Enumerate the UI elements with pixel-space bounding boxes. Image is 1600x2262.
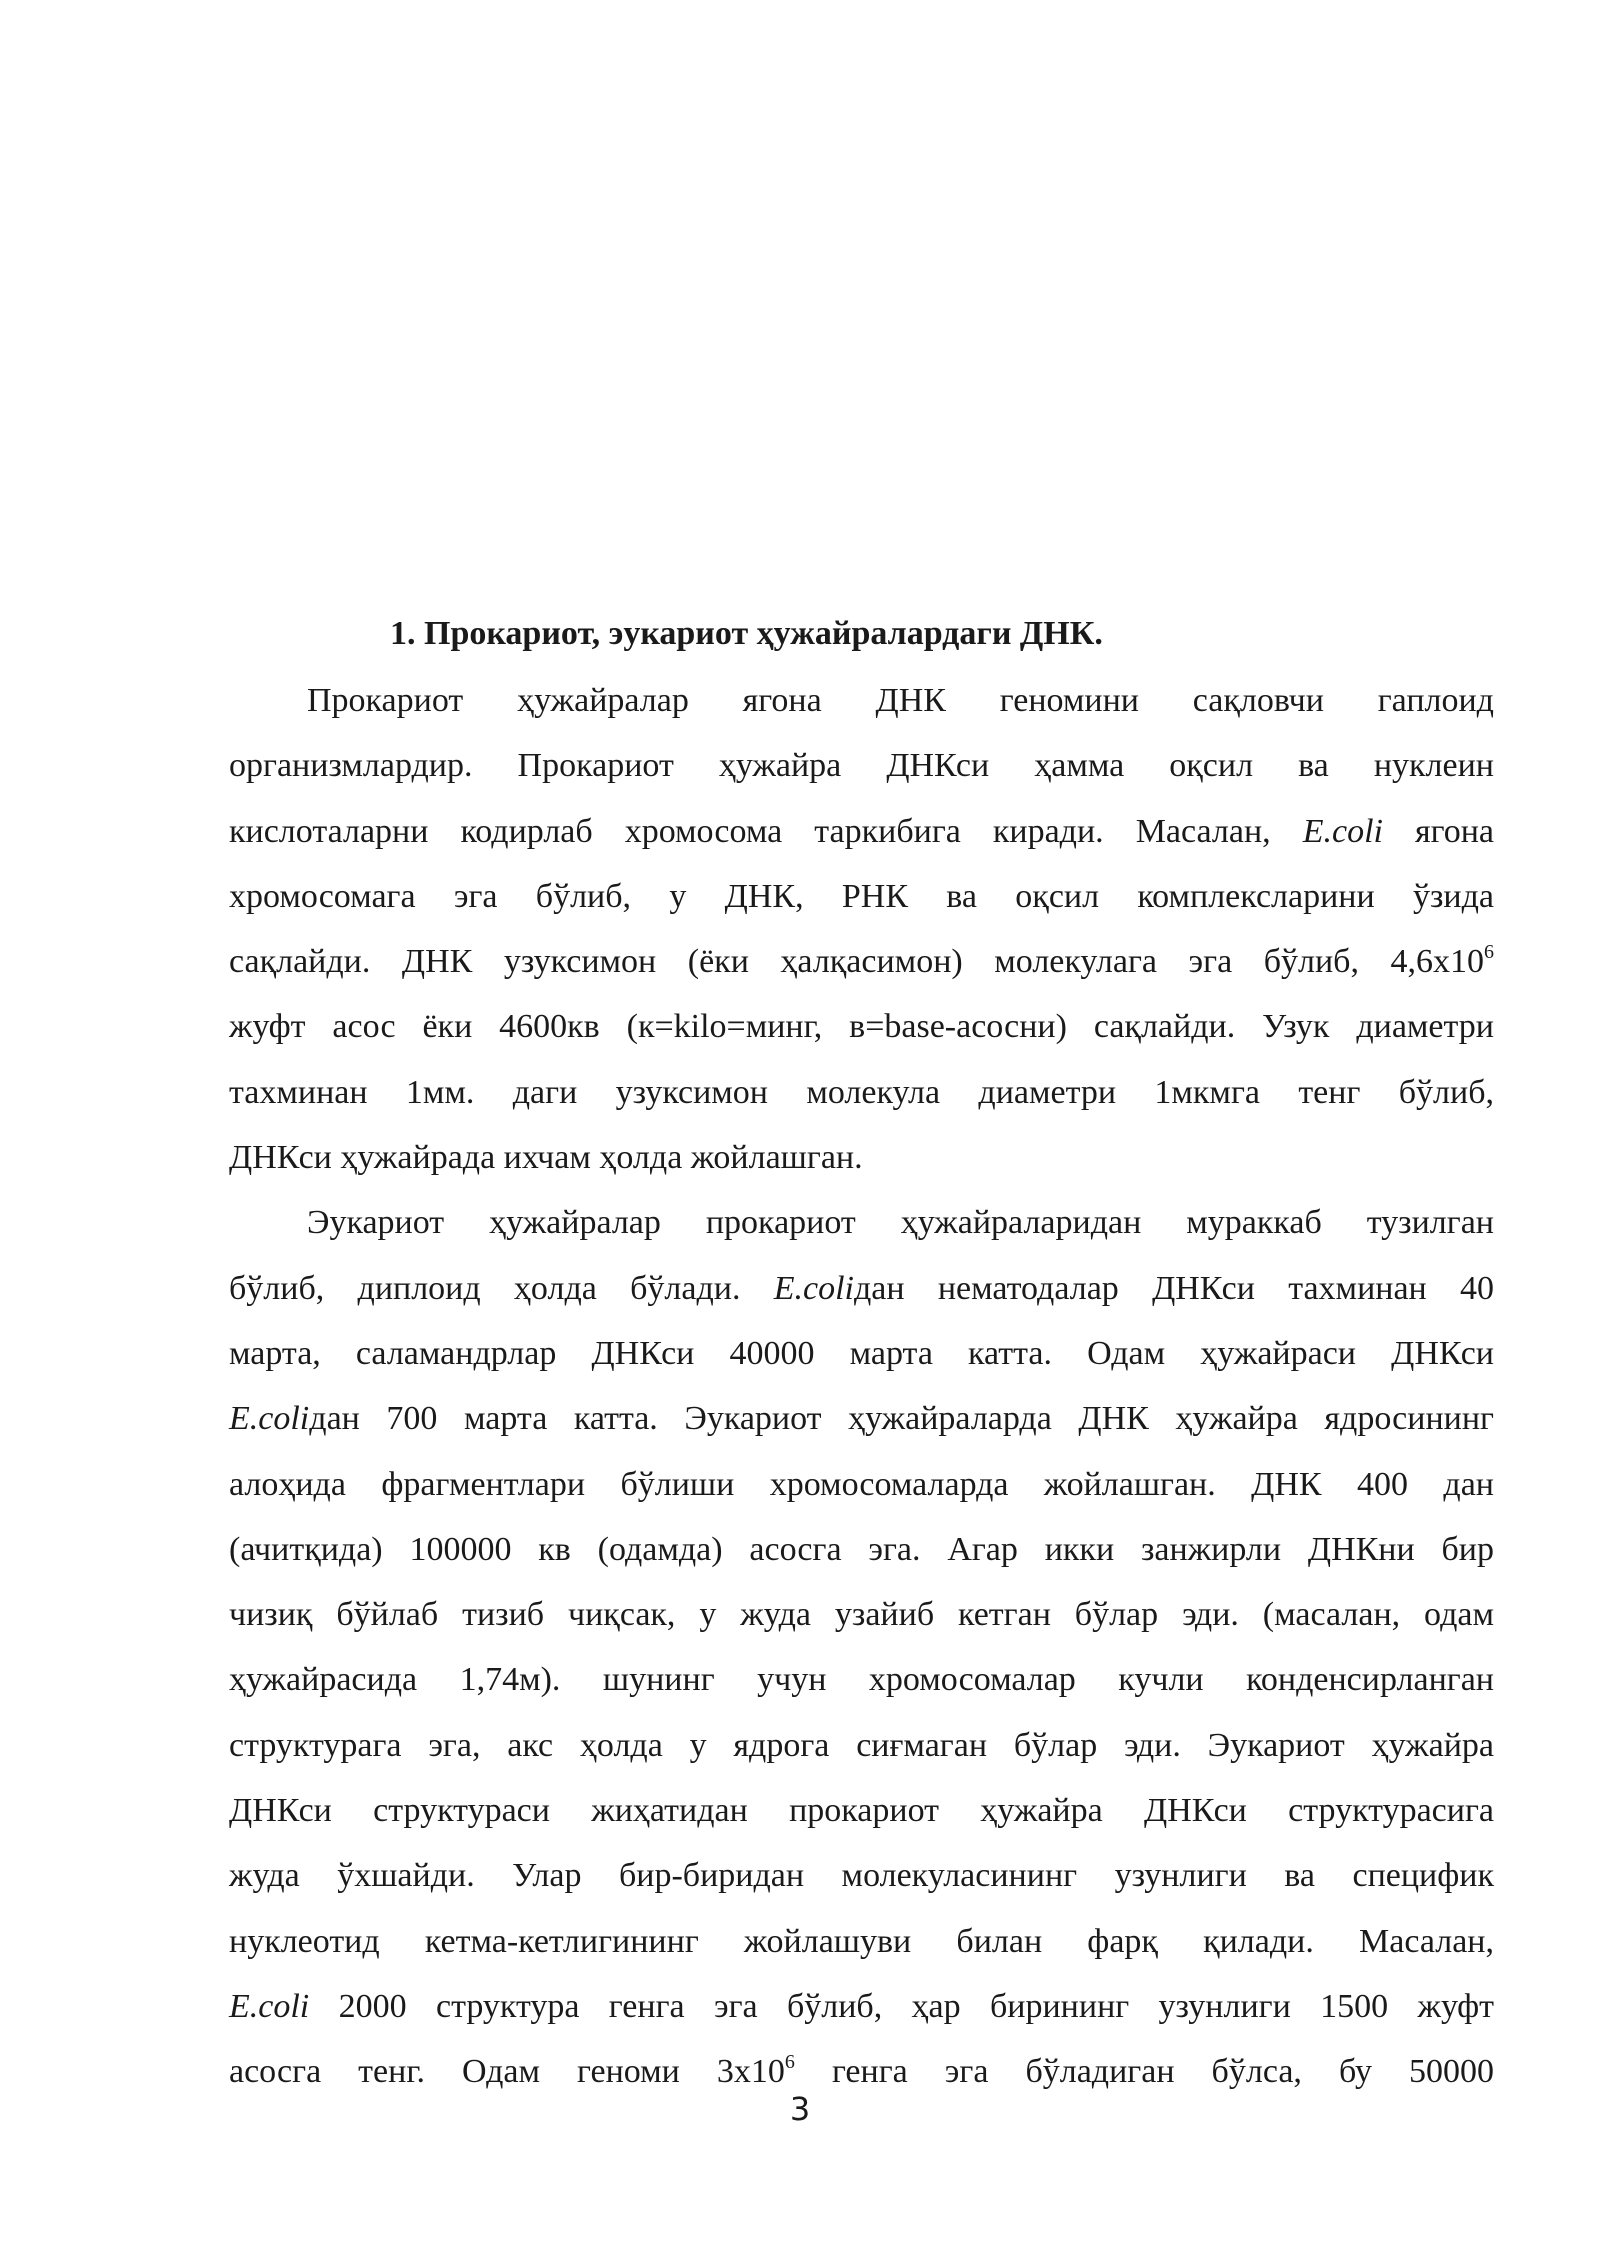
body-text — [229, 668, 1494, 2105]
paragraph-2-line — [229, 1256, 1494, 1321]
paragraph-1-line — [229, 994, 1494, 1059]
text-segment: ДНКси структураси жиҳатидан прокариот ҳужайра ДНКси структурасига — [229, 1792, 1494, 1830]
text-segment: нуклеотид кетма-кетлигининг жойлашуви билан фарқ қилади. Масалан, — [229, 1922, 1494, 1960]
species-name-italic: E.coli — [229, 1987, 310, 2025]
paragraph-1-line — [229, 668, 1494, 733]
text-segment: сақлайди. ДНК узуксимон (ёки ҳалқасимон) молекулага эга бўлиб, 4,6х10 — [229, 943, 1484, 981]
text-segment: ягона — [1415, 812, 1495, 850]
text-segment: тахминан 1мм. даги узуксимон молекула диаметри 1мкмга тенг бўлиб, — [229, 1073, 1494, 1111]
text-segment: хромосомага эга бўлиб, у ДНК, РНК ва оқсил комплексларини ўзида — [229, 877, 1494, 915]
text-segment: чизиқ бўйлаб тизиб чиқсак, у жуда узайиб кетган бўлар эди. (масалан, одам — [229, 1596, 1494, 1634]
species-name-italic: E.coli — [229, 1400, 310, 1438]
paragraph-2-line — [229, 1974, 1494, 2039]
text-segment: (ачитқида) 100000 кв (одамда) асосга эга. Агар икки занжирли ДНКни бир — [229, 1530, 1494, 1568]
text-segment: структурага эга, акс ҳолда у ядрога сиғмаган бўлар эди. Эукариот ҳужайра — [229, 1726, 1494, 1764]
paragraph-2-line — [229, 1582, 1494, 1647]
text-segment: 2000 структура генга эга бўлиб, ҳар бирининг узунлиги 1500 жуфт — [338, 1987, 1495, 2025]
text-segment: организмлардир. Прокариот ҳужайра ДНКси ҳамма оқсил ва нуклеин — [229, 747, 1494, 785]
paragraph-2-line — [229, 1386, 1494, 1451]
text-segment: кислоталарни кодирлаб хромосома таркибига киради. Масалан, — [229, 812, 1271, 850]
paragraph-2-line — [229, 1452, 1494, 1517]
text-segment: жуда ўхшайди. Улар бир-биридан молекуласининг узунлиги ва специфик — [229, 1857, 1494, 1895]
species-name-italic: E.coli — [773, 1269, 854, 1307]
paragraph-2-line — [229, 1843, 1494, 1908]
paragraph-2-line — [229, 1713, 1494, 1778]
paragraph-2-line — [229, 1190, 1494, 1255]
text-segment: алоҳида фрагментлари бўлиши хромосомаларда жойлашган. ДНК 400 дан — [229, 1465, 1494, 1503]
paragraph-2-line — [229, 1517, 1494, 1582]
paragraph-1-line — [229, 733, 1494, 798]
paragraph-1-line — [229, 929, 1494, 994]
exponent: 6 — [784, 2051, 795, 2074]
paragraph-1-line — [229, 1125, 1494, 1190]
text-segment: асосга тенг. Одам геноми 3х10 — [229, 2053, 785, 2091]
paragraph-1-line — [229, 799, 1494, 864]
paragraph-2-line — [229, 1909, 1494, 1974]
section-heading: 1. Прокариот, эукариот ҳужайралардаги ДНК. — [390, 615, 1103, 652]
paragraph-2-line — [229, 1647, 1494, 1712]
paragraph-1-line — [229, 1060, 1494, 1125]
text-segment: Прокариот ҳужайралар ягона ДНК геномини сақловчи гаплоид — [307, 682, 1494, 719]
paragraph-2-line — [229, 1321, 1494, 1386]
page-number: 3 — [789, 2090, 811, 2128]
text-segment: жуфт асос ёки 4600кв (к=kilo=минг, в=base-асосни) сақлайди. Узук диаметри — [229, 1008, 1494, 1046]
text-segment: марта, саламандрлар ДНКси 40000 марта катта. Одам ҳужайраси ДНКси — [229, 1334, 1494, 1372]
species-name-italic: E.coli — [1302, 812, 1383, 850]
paragraph-2-line — [229, 1778, 1494, 1843]
text-segment: Эукариот ҳужайралар прокариот ҳужайраларидан мураккаб тузилган — [307, 1204, 1494, 1242]
text-segment: бўлиб, диплоид ҳолда бўлади. — [229, 1269, 741, 1307]
text-segment: ДНКси ҳужайрада ихчам ҳолда жойлашган. — [229, 1139, 863, 1177]
text-segment: дан 700 марта катта. Эукариот ҳужайраларда ДНК ҳужайра ядросининг — [309, 1400, 1494, 1438]
paragraph-1-line — [229, 864, 1494, 929]
text-segment: ҳужайрасида 1,74м). шунинг учун хромосомалар кучли конденсирланган — [229, 1661, 1494, 1699]
exponent: 6 — [1484, 941, 1494, 964]
text-segment: дан нематодалар ДНКси тахминан 40 — [854, 1269, 1495, 1307]
text-segment: генга эга бўладиган бўлса, бу 50000 — [831, 2053, 1494, 2091]
